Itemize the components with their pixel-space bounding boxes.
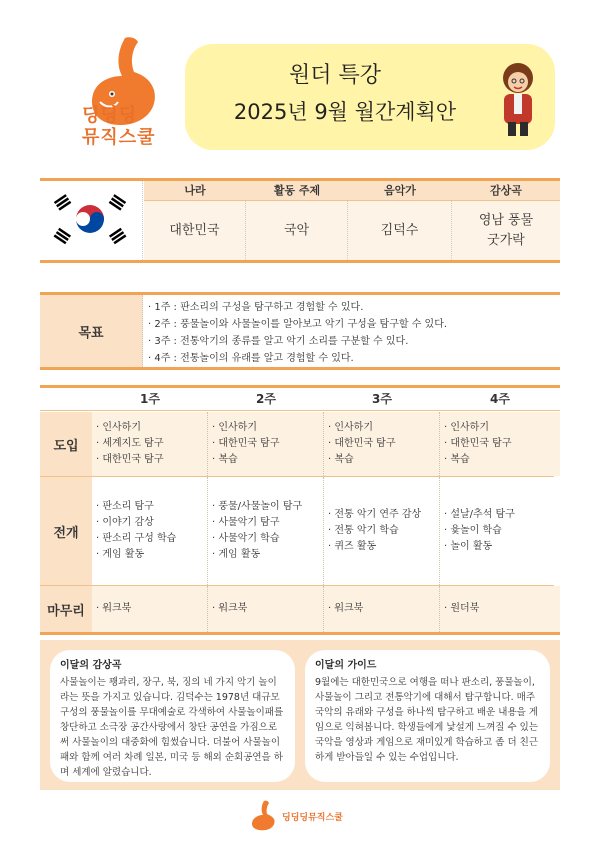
plan-item: · 복습 [212, 452, 319, 468]
plan-item: · 원더북 [444, 601, 556, 617]
plan-item: · 복습 [444, 452, 556, 468]
plan-item: · 게임 활동 [96, 547, 203, 563]
info-value-theme: 국악 [246, 201, 348, 260]
plan-cell [324, 586, 440, 632]
info-header-musician: 음악가 [348, 181, 452, 201]
plan-item: · 전통 악기 연주 감상 [328, 507, 435, 523]
plan-item: · 인사하기 [96, 420, 203, 436]
plan-cell [92, 412, 208, 476]
info-header-theme: 활동 주제 [246, 181, 348, 201]
week-header: 1주 [92, 388, 208, 411]
plan-cell [440, 477, 560, 585]
appreciation-title: 이달의 감상곡 [60, 660, 122, 671]
plan-cell [92, 477, 208, 585]
info-header-country: 나라 [144, 181, 246, 201]
goal-item: · 2주 : 풍물놀이와 사물놀이를 알아보고 악기 구성을 탐구할 수 있다. [148, 319, 448, 330]
plan-item: · 윷놀이 학습 [444, 523, 556, 539]
plan-item: · 설날/추석 탐구 [444, 507, 556, 523]
goals-label: 목표 [40, 295, 143, 367]
plan-cell [324, 477, 440, 585]
brand-logo-text: 딩딩딩 뮤직스쿨 [82, 105, 156, 148]
plan-item: · 대한민국 탐구 [444, 436, 556, 452]
week-header: 2주 [208, 388, 324, 411]
plan-corner [40, 388, 92, 411]
appreciation-body: 사물놀이는 꽹과리, 장구, 북, 징의 네 가지 악기 놀이라는 뜻을 가지고 있습니다. 김덕수는 1978년 대규모 구성의 풍물놀이를 무대예술로 각색하여 사물놀이패를 창단하고 소극장 공간사랑에서 창단 공연을 가짐으로써 사물놀이의 대중화에 힘썼습니다. 더불어 사물놀이패와 함께 여러 차례 일본, 미국 등 해외 순회공연을 하며 세계에 알렸습니다. [60, 677, 284, 778]
plan-item: · 인사하기 [328, 420, 435, 436]
goal-item: · 4주 : 전통놀이의 유래를 알고 경험할 수 있다. [148, 353, 354, 364]
plan-item: · 판소리 구성 학습 [96, 531, 203, 547]
footer-brand-text: 딩딩딩뮤직스쿨 [282, 813, 343, 823]
row-label-intro: 도입 [40, 412, 92, 476]
plan-item: · 판소리 탐구 [96, 499, 203, 515]
plan-item: · 대한민국 탐구 [328, 436, 435, 452]
page-subtitle: 2025년 9월 월간계획안 [233, 100, 457, 124]
row-label-development: 전개 [40, 477, 92, 585]
goal-item: · 3주 : 전통악기의 종류를 알고 악기 소리를 구분할 수 있다. [148, 336, 409, 347]
guide-body: 9월에는 대한민국으로 여행을 떠나 판소리, 풍물놀이, 사물놀이 그리고 전통악기에 대해서 탐구합니다. 매주 국악의 유래와 구성을 하나씩 탐구하고 배운 내용을 게임으로 익혀봅니다. 학생들에게 낯설게 느껴질 수 있는 국악을 영상과 게임으로 재미있게 학습하고 좀 더 친근하게 받아들일 수 있는 수업입니다. [315, 677, 539, 763]
info-value-musician: 김덕수 [348, 201, 452, 260]
goal-item: · 1주 : 판소리의 구성을 탐구하고 경험할 수 있다. [148, 302, 364, 313]
plan-cell [208, 477, 324, 585]
plan-cell [440, 412, 560, 476]
plan-item: · 게임 활동 [212, 547, 319, 563]
row-label-closing: 마무리 [40, 586, 92, 632]
korea-flag-icon [48, 189, 132, 249]
plan-cell [208, 412, 324, 476]
plan-item: · 이야기 감상 [96, 515, 203, 531]
plan-item: · 퀴즈 활동 [328, 539, 435, 555]
plan-item: · 복습 [328, 452, 435, 468]
plan-cell [208, 586, 324, 632]
info-header-piece: 감상곡 [452, 181, 560, 201]
plan-cell [440, 586, 560, 632]
weekly-plan-table [40, 385, 560, 635]
goals-section [40, 292, 560, 370]
info-value-country: 대한민국 [144, 201, 246, 260]
week-header: 4주 [440, 388, 560, 411]
plan-item: · 워크북 [328, 601, 435, 617]
plan-item: · 인사하기 [212, 420, 319, 436]
plan-item: · 워크북 [212, 601, 319, 617]
flag-cell [40, 181, 143, 260]
plan-item: · 워크북 [96, 601, 203, 617]
plan-item: · 놀이 활동 [444, 539, 556, 555]
plan-item: · 전통 악기 학습 [328, 523, 435, 539]
week-header: 3주 [324, 388, 440, 411]
appreciation-panel [50, 650, 295, 782]
goals-list [148, 299, 558, 367]
plan-cell [92, 586, 208, 632]
guide-title: 이달의 가이드 [315, 660, 377, 671]
info-table [40, 178, 560, 263]
plan-item: · 사물악기 학습 [212, 531, 319, 547]
info-value-piece: 영남 풍물 굿가락 [452, 201, 560, 260]
plan-item: · 풍물/사물놀이 탐구 [212, 499, 319, 515]
guide-panel [305, 650, 550, 782]
page-title: 원더 특강 [288, 63, 381, 88]
teacher-character-icon [490, 60, 546, 138]
plan-cell [324, 412, 440, 476]
plan-item: · 세계지도 탐구 [96, 436, 203, 452]
title-banner [185, 44, 555, 150]
plan-item: · 대한민국 탐구 [96, 452, 203, 468]
plan-item: · 인사하기 [444, 420, 556, 436]
plan-item: · 대한민국 탐구 [212, 436, 319, 452]
plan-item: · 사물악기 탐구 [212, 515, 319, 531]
